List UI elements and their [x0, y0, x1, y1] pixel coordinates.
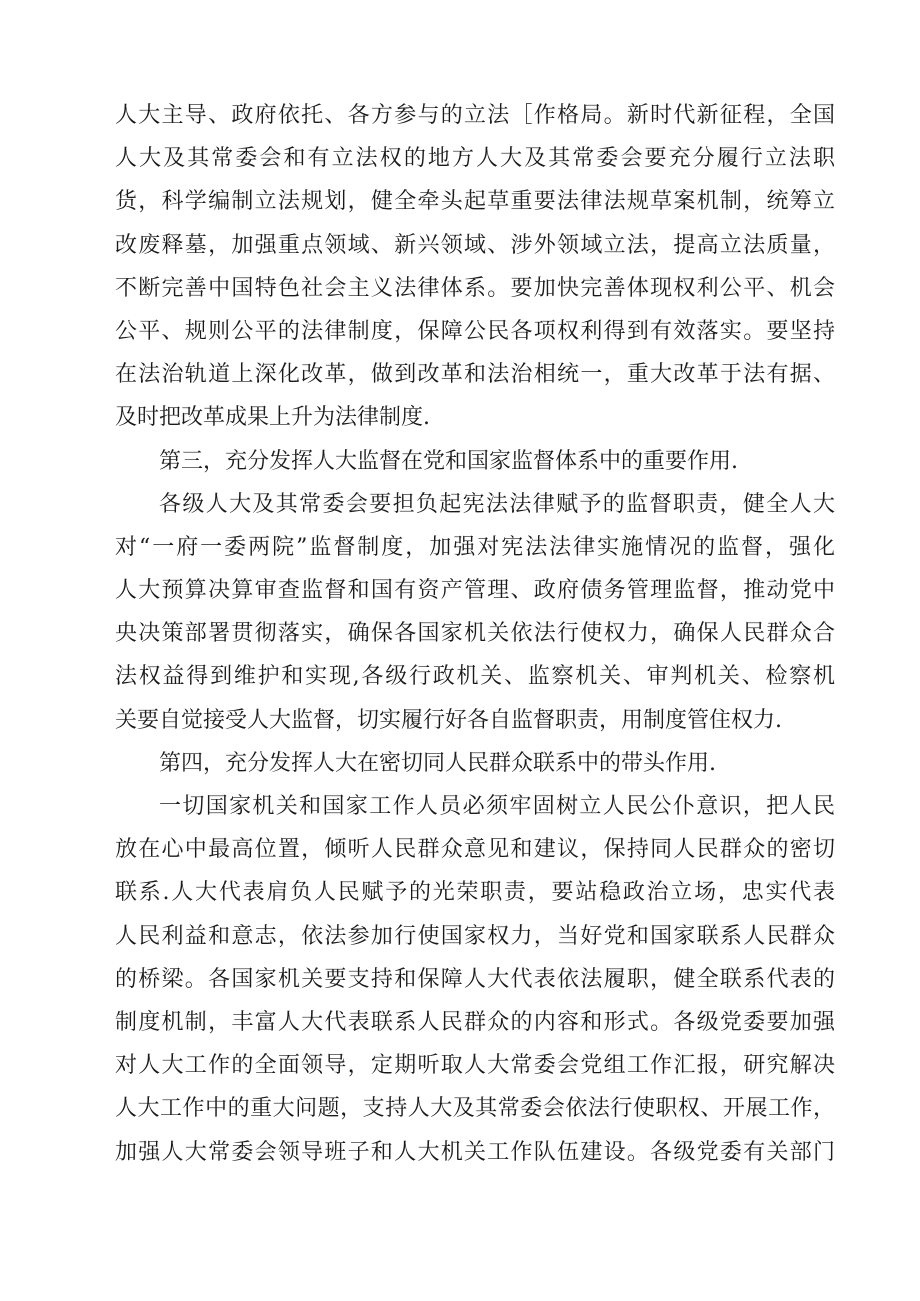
text-line: 在法治轨道上深化改革，做到改革和法治相统一，重大改革于法有据、: [115, 362, 835, 388]
text-line: 货，科学编制立法规划，健全牵头起草重要法律法规草案机制，统筹立: [115, 189, 835, 215]
text-line: 对“一府一委两院”监督制度，加强对宪法法律实施情况的监督，强化: [115, 534, 835, 560]
text-line: 一切国家机关和国家工作人员必须牢固树立人民公仆意识，把人民: [159, 794, 835, 819]
text-line: 联系.人大代表肩负人民赋予的光荣职责，要站稳政治立场，忠实代表: [115, 880, 835, 906]
text-line: 的桥梁。各国家机关要支持和保障人大代表依法履职，健全联系代表的: [115, 966, 835, 992]
text-line: 人大及其常委会和有立法权的地方人大及其常委会要充分履行立法职: [115, 146, 835, 172]
text-line: 人大主导、政府依托、各方参与的立法［作格局。新时代新征程，全国: [115, 103, 835, 128]
text-line: 人民利益和意志，依法参加行使国家权力，当好党和国家联系人民群众: [115, 923, 835, 949]
text-line: 关要自觉接受人大监督，切实履行好各自监督职责，用制度管住权力.: [115, 707, 782, 733]
text-line: 法权益得到维护和实现,各级行政机关、监察机关、审判机关、检察机: [115, 664, 835, 690]
body-text: [115, 94, 835, 1174]
text-line: 及时把改革成果上升为法律制度.: [115, 405, 430, 431]
text-line: 不断完善中国特色社会主义法律体系。要加快完善体现权利公平、机会: [115, 275, 835, 301]
text-line: 公平、规则公平的法律制度，保障公民各项权利得到有效落实。要坚持: [115, 318, 835, 344]
text-line: 各级人大及其常委会要担负起宪法法律赋予的监督职责，健全人大: [159, 491, 835, 517]
text-line: 央决策部署贯彻落实，确保各国家机关依法行使权力，确保人民群众合: [115, 621, 835, 647]
text-line: 人大预算决算审查监督和国有资产管理、政府债务管理监督，推动党中: [115, 578, 835, 604]
text-line: 对人大工作的全面领导，定期听取人大常委会党组工作汇报，研究解决: [115, 1053, 835, 1079]
text-line: 放在心中最高位置，倾听人民群众意见和建议，保持同人民群众的密切: [115, 837, 835, 863]
section-heading: 第三，充分发挥人大监督在党和国家监督体系中的重要作用.: [159, 448, 738, 474]
text-line: 制度机制，丰富人大代表联系人民群众的内容和形式。各级党委要加强: [115, 1009, 835, 1035]
section-heading: 第四，充分发挥人大在密切同人民群众联系中的带头作用.: [159, 750, 716, 776]
text-line: 加强人大常委会领导班子和人大机关工作队伍建设。各级党委有关部门: [115, 1139, 835, 1165]
text-line: 改废释墓，加强重点领域、新兴领域、涉外领域立法，提高立法质量，: [115, 232, 835, 258]
text-line: 人大工作中的重大问题，支持人大及其常委会依法行使职权、开展工作，: [115, 1096, 835, 1122]
